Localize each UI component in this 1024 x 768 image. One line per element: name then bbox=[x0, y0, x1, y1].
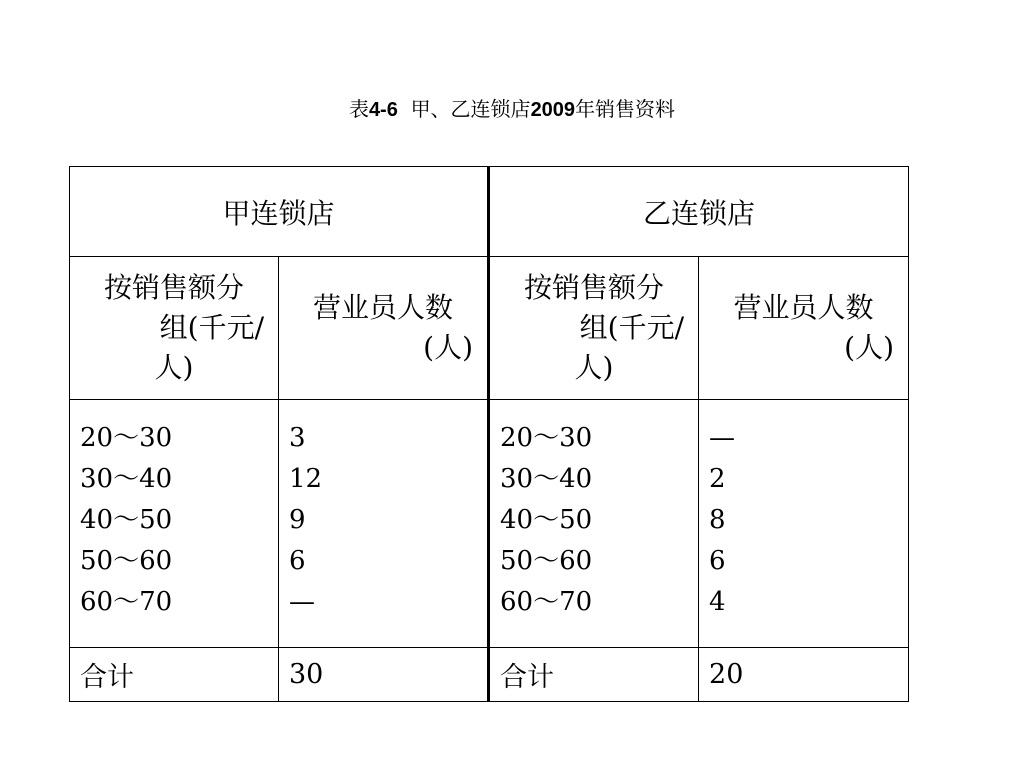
store-a-group-header bbox=[70, 257, 279, 400]
header-line: (人) bbox=[423, 331, 474, 364]
header-line: 组(千元/ bbox=[159, 311, 264, 344]
count-value: 8 bbox=[709, 505, 726, 535]
caption-suffix: 年销售资料 bbox=[575, 97, 676, 121]
header-line: 按销售额分 bbox=[524, 271, 665, 304]
store-a-ranges bbox=[70, 400, 279, 648]
range-value: 40～50 bbox=[80, 505, 173, 535]
store-b-group-header bbox=[489, 257, 699, 400]
count-value: — bbox=[709, 423, 736, 453]
count-value: 9 bbox=[289, 505, 306, 535]
range-value: 20～30 bbox=[500, 423, 593, 453]
caption-year: 2009 bbox=[530, 99, 576, 121]
header-line: 人) bbox=[574, 351, 614, 384]
store-a-total-label: 合计 bbox=[70, 648, 279, 702]
sales-table bbox=[69, 166, 909, 702]
total-row bbox=[70, 648, 909, 702]
caption-prefix: 表 bbox=[348, 97, 369, 121]
caption-table-number: 4-6 bbox=[368, 99, 398, 121]
count-value: 6 bbox=[709, 546, 726, 576]
range-value: 50～60 bbox=[80, 546, 173, 576]
caption-stores: 甲、乙连锁店 bbox=[410, 97, 531, 121]
range-value: 30～40 bbox=[80, 464, 173, 494]
store-a-counts bbox=[279, 400, 489, 648]
count-value: 3 bbox=[289, 423, 306, 453]
range-value: 20～30 bbox=[80, 423, 173, 453]
range-value: 30～40 bbox=[500, 464, 593, 494]
store-b-total-value: 20 bbox=[699, 648, 909, 702]
count-value: 4 bbox=[709, 587, 726, 617]
range-value: 50～60 bbox=[500, 546, 593, 576]
range-value: 60～70 bbox=[500, 587, 593, 617]
count-value: 6 bbox=[289, 546, 306, 576]
range-value: 60～70 bbox=[80, 587, 173, 617]
header-line: (人) bbox=[844, 331, 895, 364]
header-line: 营业员人数 bbox=[313, 291, 454, 324]
store-b-counts bbox=[699, 400, 909, 648]
store-b-staff-header bbox=[699, 257, 909, 400]
store-a-staff-header bbox=[279, 257, 489, 400]
count-value: 2 bbox=[709, 464, 726, 494]
header-line: 组(千元/ bbox=[579, 311, 685, 344]
count-value: — bbox=[289, 587, 315, 617]
count-value: 12 bbox=[289, 464, 323, 494]
header-line: 营业员人数 bbox=[733, 291, 874, 324]
store-b-ranges bbox=[489, 400, 699, 648]
store-a-total-value: 30 bbox=[279, 648, 489, 702]
store-b-name: 乙连锁店 bbox=[489, 167, 909, 257]
values-row bbox=[70, 400, 909, 648]
store-a-name: 甲连锁店 bbox=[70, 167, 489, 257]
header-line: 人) bbox=[154, 351, 194, 384]
table-caption bbox=[0, 93, 1024, 122]
range-value: 40～50 bbox=[500, 505, 593, 535]
store-header-row bbox=[70, 167, 909, 257]
store-b-total-label: 合计 bbox=[489, 648, 699, 702]
header-line: 按销售额分 bbox=[103, 271, 244, 304]
column-header-row bbox=[70, 257, 909, 400]
